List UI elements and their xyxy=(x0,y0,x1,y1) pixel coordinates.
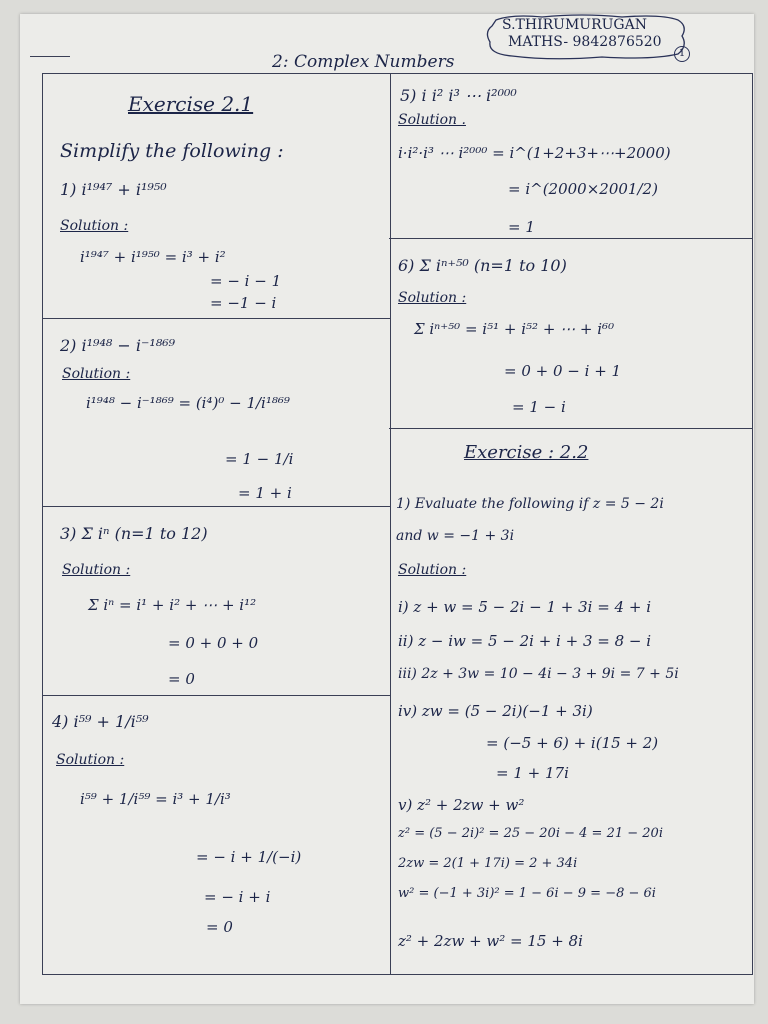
divider xyxy=(42,318,390,319)
solution-label: Solution : xyxy=(62,366,131,382)
solution-label: Solution : xyxy=(398,562,467,578)
page-number: 1 xyxy=(674,46,690,62)
problem-6: 6) Σ iⁿ⁺⁵⁰ (n=1 to 10) xyxy=(398,256,567,275)
problem-3: 3) Σ iⁿ (n=1 to 12) xyxy=(60,524,208,543)
solution-line: = 0 + 0 − i + 1 xyxy=(504,362,622,380)
solution-line: Σ iⁿ⁺⁵⁰ = i⁵¹ + i⁵² + ⋯ + i⁶⁰ xyxy=(414,320,615,338)
solution-line: iii) 2z + 3w = 10 − 4i − 3 + 9i = 7 + 5i xyxy=(398,666,679,682)
solution-label: Solution : xyxy=(62,562,131,578)
divider xyxy=(42,695,390,696)
problem-4: 4) i⁵⁹ + 1/i⁵⁹ xyxy=(52,712,149,731)
solution-line: i·i²·i³ ⋯ i²⁰⁰⁰ = i^(1+2+3+⋯+2000) xyxy=(398,144,671,162)
solution-line: = − i + 1/(−i) xyxy=(196,848,302,866)
solution-line: = 1 + 17i xyxy=(496,764,569,782)
solution-label: Solution : xyxy=(398,290,467,306)
solution-line: = 1 − i xyxy=(512,398,566,416)
problem-statement: 1) Evaluate the following if z = 5 − 2i xyxy=(396,496,664,512)
solution-line: = i^(2000×2001/2) xyxy=(508,180,658,198)
solution-line: = − i + i xyxy=(204,888,271,906)
solution-line: = (−5 + 6) + i(15 + 2) xyxy=(486,734,659,752)
problem-statement: and w = −1 + 3i xyxy=(396,528,515,544)
solution-label: Solution . xyxy=(398,112,466,128)
problem-2: 2) i¹⁹⁴⁸ − i⁻¹⁸⁶⁹ xyxy=(60,336,176,355)
instruction: Simplify the following : xyxy=(60,140,284,162)
divider xyxy=(389,238,753,239)
exercise-title: Exercise 2.1 xyxy=(128,92,254,116)
problem-5: 5) i i² i³ ⋯ i²⁰⁰⁰ xyxy=(400,86,517,105)
solution-line: w² = (−1 + 3i)² = 1 − 6i − 9 = −8 − 6i xyxy=(398,886,656,901)
chapter-heading: 2: Complex Numbers xyxy=(272,52,455,72)
solution-line: = 0 xyxy=(168,670,195,688)
solution-line: i¹⁹⁴⁷ + i¹⁹⁵⁰ = i³ + i² xyxy=(80,248,226,266)
solution-line: Σ iⁿ = i¹ + i² + ⋯ + i¹² xyxy=(88,596,257,614)
solution-label: Solution : xyxy=(56,752,125,768)
problem-1: 1) i¹⁹⁴⁷ + i¹⁹⁵⁰ xyxy=(60,180,167,199)
solution-line: 2zw = 2(1 + 17i) = 2 + 34i xyxy=(398,856,578,871)
solution-line: = 0 xyxy=(206,918,233,936)
solution-line: = − i − 1 xyxy=(210,272,282,290)
solution-label: Solution : xyxy=(60,218,129,234)
solution-line: iv) zw = (5 − 2i)(−1 + 3i) xyxy=(398,702,593,720)
divider xyxy=(389,428,753,429)
exercise-title: Exercise : 2.2 xyxy=(464,442,589,463)
solution-line: v) z² + 2zw + w² xyxy=(398,796,525,814)
solution-line: = 1 − 1/i xyxy=(225,450,294,468)
divider xyxy=(42,506,390,507)
solution-line: = 1 xyxy=(508,218,535,236)
solution-line: i⁵⁹ + 1/i⁵⁹ = i³ + 1/i³ xyxy=(80,790,231,808)
margin-dash xyxy=(30,56,70,57)
solution-line: z² + 2zw + w² = 15 + 8i xyxy=(398,932,583,950)
solution-line: i¹⁹⁴⁸ − i⁻¹⁸⁶⁹ = (i⁴)⁰ − 1/i¹⁸⁶⁹ xyxy=(86,394,290,412)
solution-line: i) z + w = 5 − 2i − 1 + 3i = 4 + i xyxy=(398,598,652,616)
solution-line: z² = (5 − 2i)² = 25 − 20i − 4 = 21 − 20i xyxy=(398,826,663,841)
solution-line: = 1 + i xyxy=(238,484,292,502)
solution-line: = 0 + 0 + 0 xyxy=(168,634,259,652)
solution-line: ii) z − iw = 5 − 2i + i + 3 = 8 − i xyxy=(398,632,652,650)
author-name: S.THIRUMURUGAN xyxy=(502,17,647,33)
solution-line: = −1 − i xyxy=(210,294,277,312)
author-contact: MATHS- 9842876520 xyxy=(508,34,662,50)
